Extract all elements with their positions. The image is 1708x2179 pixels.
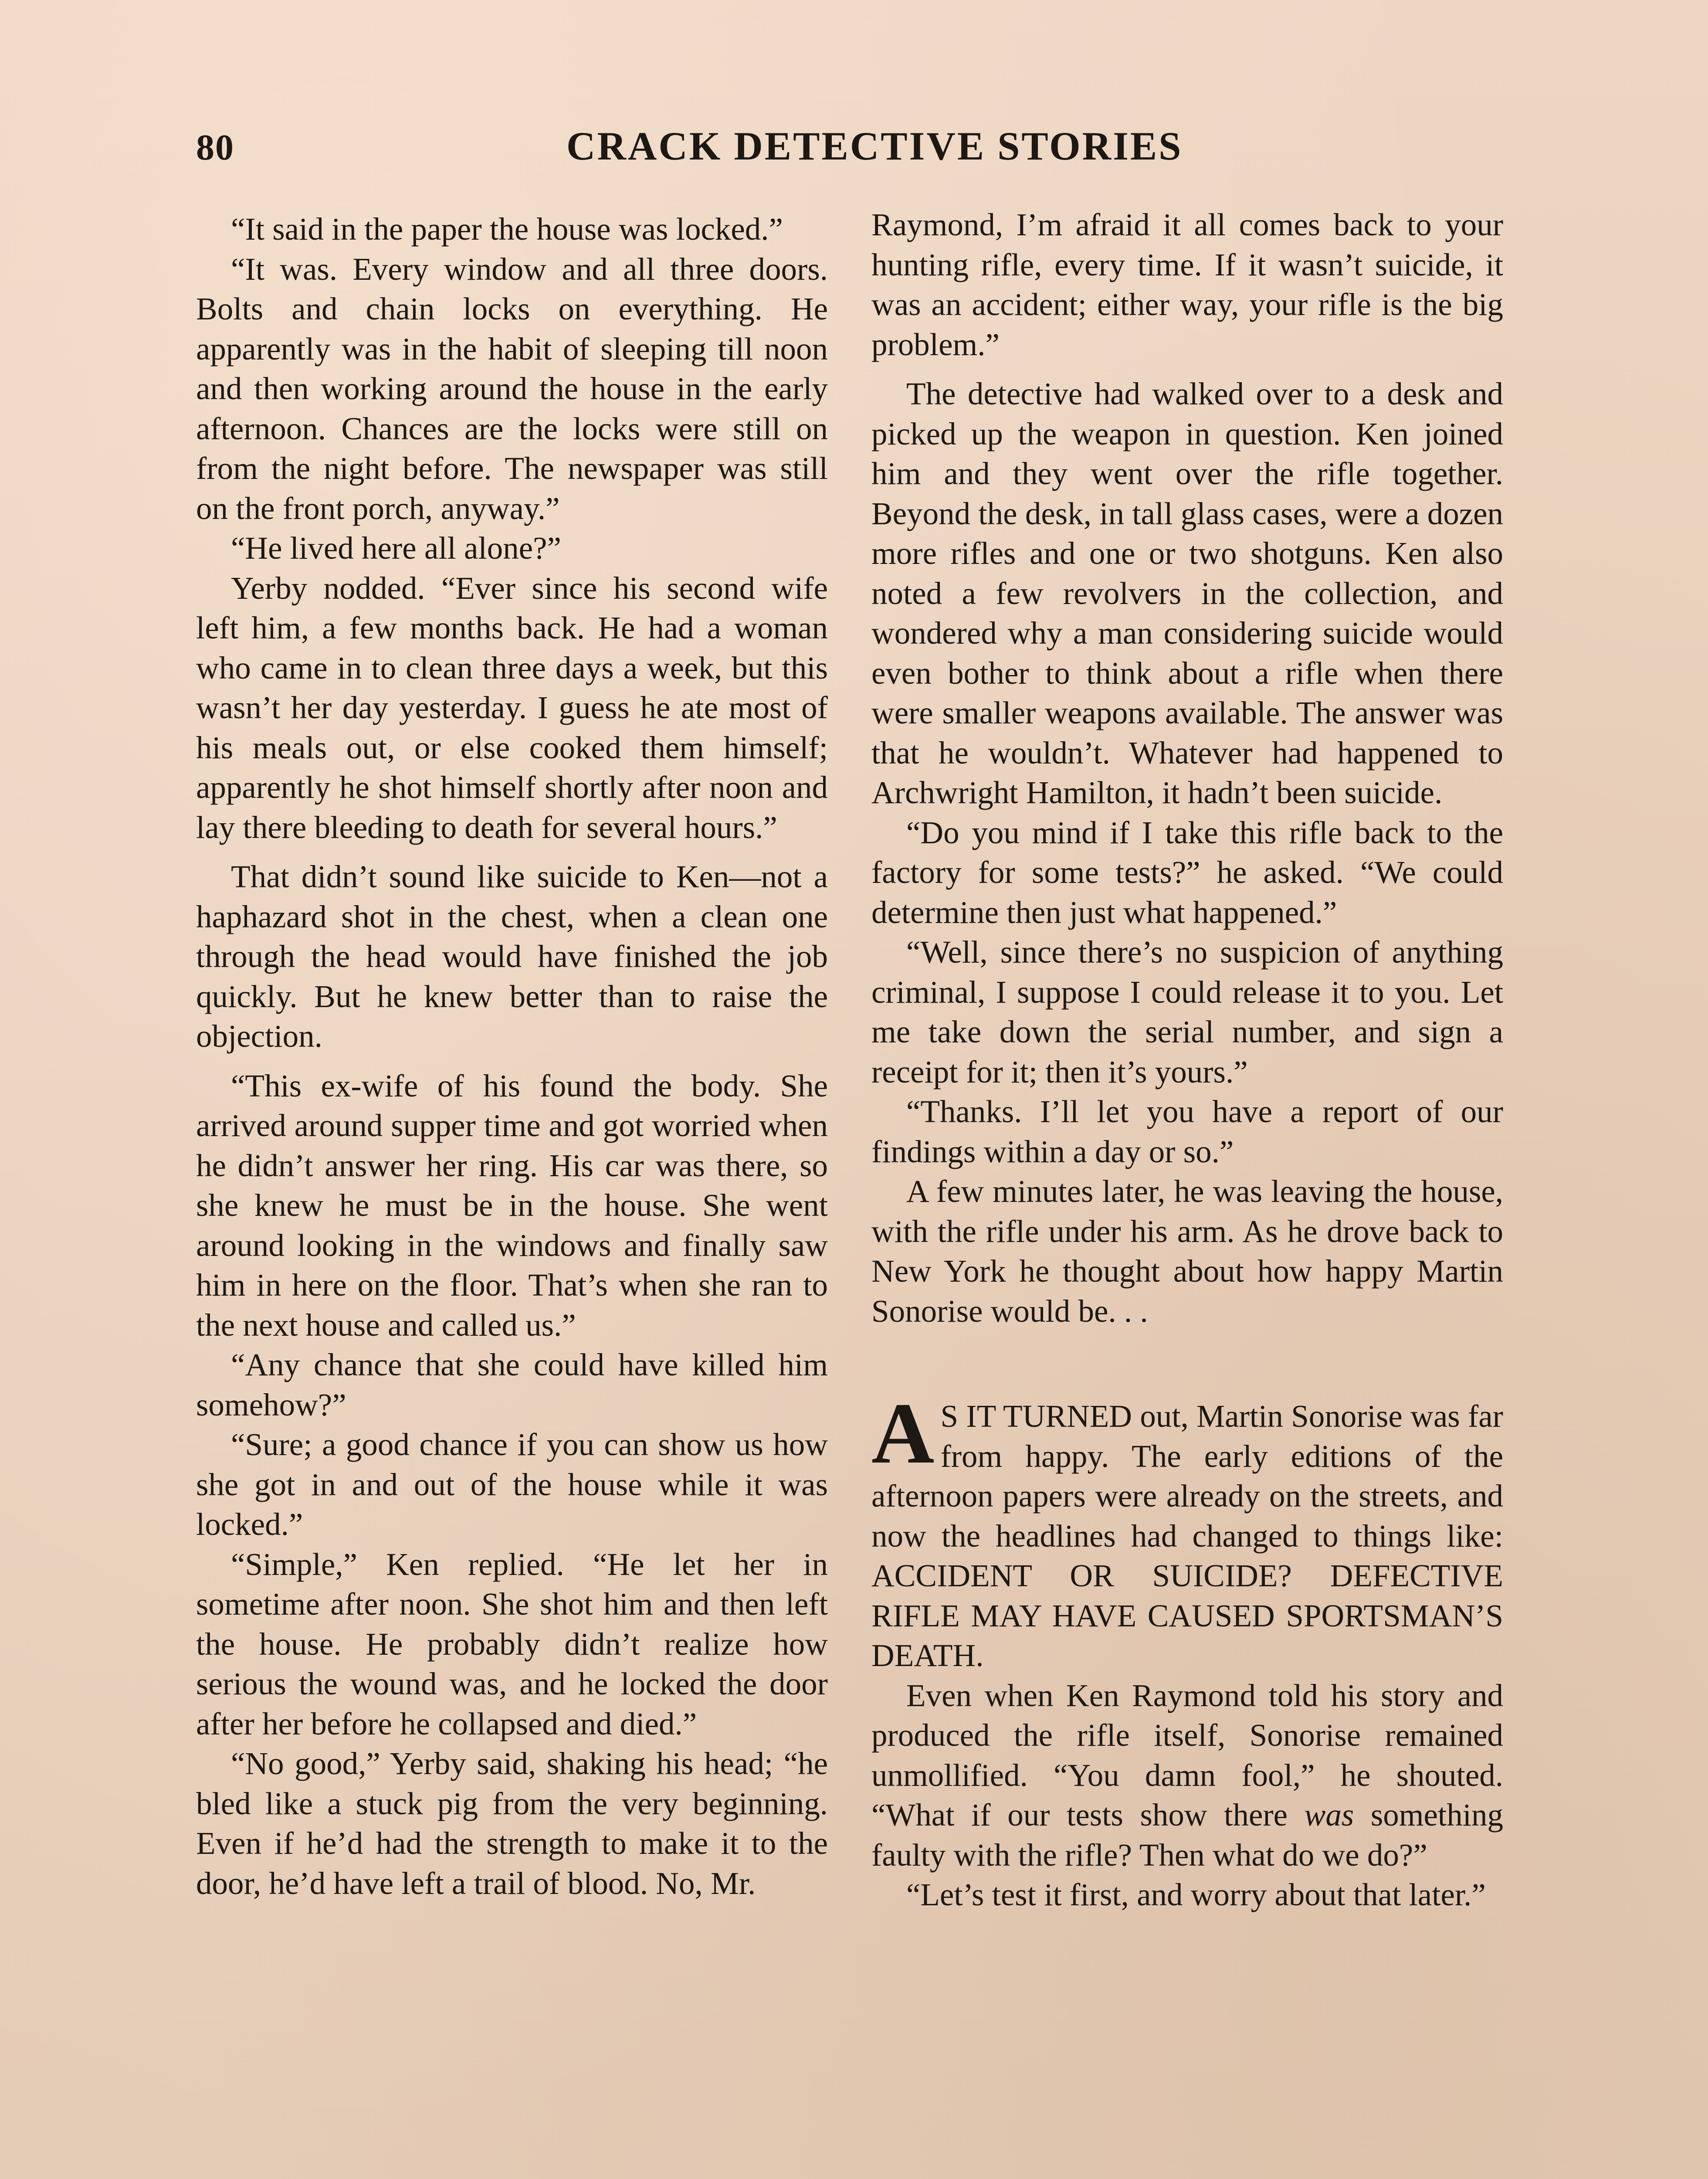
paragraph: “Any chance that she could have killed him somehow?” xyxy=(196,1347,828,1422)
paragraph: The detective had walked over to a desk and picked up the weapon in question. Ken joined him and they went over the rifle together. Beyond the desk, in tall glass cases, were a dozen more rifles and one or two shotguns. Ken also noted a few revolvers in the collection, and wondered why a man considering suicide would even bother to think about a rifle when there were smaller weapons available. The answer was that he wouldn’t. Whatever had happened to Archwright Hamilton, it hadn’t been suicide. xyxy=(871,376,1503,810)
left-column xyxy=(196,209,828,1903)
paragraph: “Simple,” Ken replied. “He let her in sometime after noon. She shot him and then left the house. He probably didn’t realize how serious the wound was, and he locked the door after her before he collapsed and died.” xyxy=(196,1546,828,1741)
magazine-title: CRACK DETECTIVE STORIES xyxy=(566,124,1183,168)
paragraph: “He lived here all alone?” xyxy=(231,530,561,566)
paragraph: “This ex-wife of his found the body. She arrived around supper time and got worried when he didn’t answer her ring. His car was there, so she knew he must be in the house. She went around looking in the windows and finally saw him in here on the floor. That’s when she ran to the next house and called us.” xyxy=(196,1068,828,1343)
paragraph: Yerby nodded. “Ever since his second wife left him, a few months back. He had a woman who came in to clean three days a week, but this wasn’t her day yesterday. I guess he ate most of his meals out, or else cooked them himself; apparently he shot himself shortly after noon and lay there bleeding to death for several hours.” xyxy=(196,570,828,845)
italic-word: was xyxy=(1304,1797,1354,1833)
page-number: 80 xyxy=(196,127,234,168)
continued-paragraph: Raymond, I’m afraid it all comes back to your hunting rifle, every time. If it wasn’t suicide, it was an accident; either way, your rifle is the big problem.” xyxy=(871,207,1503,362)
paragraph-text: something faulty with the rifle? Then what do we do?” xyxy=(871,1797,1503,1873)
section-opening-paragraph xyxy=(871,1385,1503,1676)
paragraph: “It said in the paper the house was locked.” xyxy=(231,211,783,247)
paragraph: “Let’s test it first, and worry about that later.” xyxy=(906,1877,1486,1912)
paragraph: “Well, since there’s no suspicion of anything criminal, I suppose I could release it to you. Let me take down the serial number, and sign a receipt for it; then it’s yours.” xyxy=(871,934,1503,1090)
right-column xyxy=(871,205,1503,1915)
paragraph: That didn’t sound like suicide to Ken—not a haphazard shot in the chest, when a clean one through the head would have finished the job quickly. But he knew better than to raise the objection. xyxy=(196,859,828,1054)
paragraph: “It was. Every window and all three doors. Bolts and chain locks on everything. He apparently was in the habit of sleeping till noon and then working around the house in the early afternoon. Chances are the locks were still on from the night before. The newspaper was still on the front porch, anyway.” xyxy=(196,251,828,526)
section-opening-text: S IT TURNED out, Martin Sonorise was far from happy. The early editions of the afternoon papers were already on the streets, and now the headlines had changed to things like: ACCIDENT OR SUICIDE? DEFECTIVE RIFLE MAY HAVE CAUSED SPORTSMAN’S DEATH. xyxy=(871,1398,1503,1673)
paragraph: “No good,” Yerby said, shaking his head; “he bled like a stuck pig from the very beginning. Even if he’d had the strength to make it to the door, he’d have left a trail of blood. No, Mr. xyxy=(196,1746,828,1901)
paragraph xyxy=(871,1676,1503,1875)
paragraph: A few minutes later, he was leaving the house, with the rifle under his arm. As he drove back to New York he thought about how happy Martin Sonorise would be. . . xyxy=(871,1174,1503,1329)
paragraph: “Do you mind if I take this rifle back to the factory for some tests?” he asked. “We could determine then just what happened.” xyxy=(871,815,1503,930)
paragraph: “Thanks. I’ll let you have a report of our findings within a day or so.” xyxy=(871,1094,1503,1169)
drop-cap: A xyxy=(871,1385,935,1482)
page-header xyxy=(196,123,1503,171)
paragraph: “Sure; a good chance if you can show us how she got in and out of the house while it was locked.” xyxy=(196,1427,828,1542)
paragraph-text: Even when Ken Raymond told his story and produced the rifle itself, Sonorise remained unmollified. “You damn fool,” he shouted. “What if our tests show there xyxy=(871,1677,1503,1833)
